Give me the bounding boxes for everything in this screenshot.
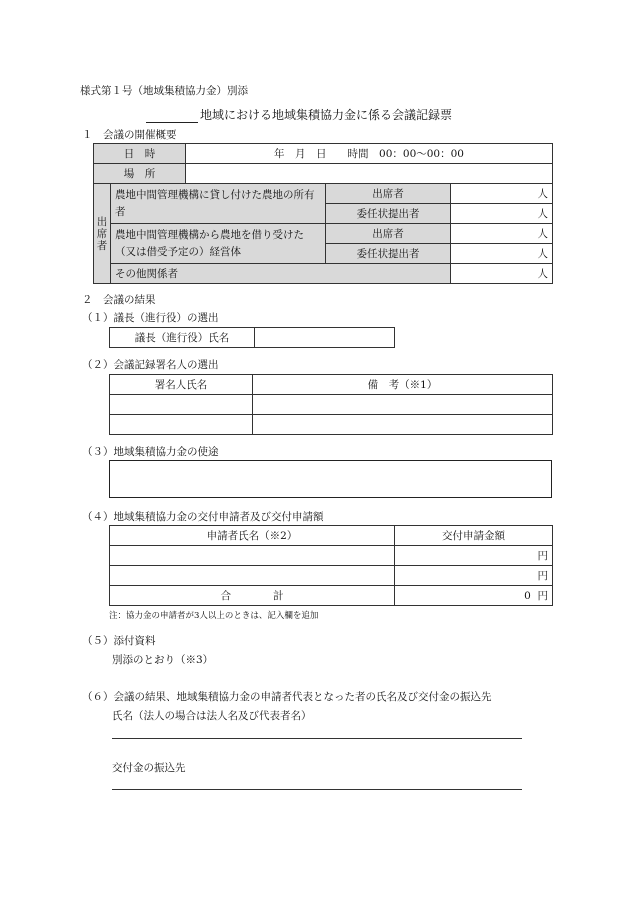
attachment-text: 別添のとおり（※3） <box>112 654 214 666</box>
rep-name-label: 氏名（法人の場合は法人名及び代表者名） <box>112 710 312 722</box>
total-yen: 円 <box>537 590 548 602</box>
lender-label: 農地中間管理機構に貸し付けた農地の所有者 <box>111 184 326 224</box>
other-label: その他関係者 <box>111 264 451 284</box>
chair-heading: （１）議長（進行役）の選出 <box>82 312 219 324</box>
signer-name-1[interactable] <box>110 395 253 415</box>
date-value[interactable]: 年 月 日 時間 00：00～00：00 <box>186 144 553 164</box>
usage-field[interactable] <box>109 460 552 498</box>
borrower-attend-label: 出席者 <box>326 224 451 244</box>
section1-heading: １ 会議の開催概要 <box>82 129 177 141</box>
region-name-blank[interactable] <box>146 110 198 123</box>
lender-attend-label: 出席者 <box>326 184 451 204</box>
place-label: 場 所 <box>94 164 186 184</box>
applicant-note: 注：協力金の申請者が3人以上のときは、記入欄を追加 <box>109 611 319 621</box>
amount-1[interactable]: 円 <box>395 546 553 566</box>
signer-note-2[interactable] <box>253 415 553 435</box>
section2-heading: ２ 会議の結果 <box>82 294 156 306</box>
applicant-table <box>109 525 553 606</box>
amount-2[interactable]: 円 <box>395 566 553 586</box>
meeting-overview-table <box>93 143 553 284</box>
signer-note-header: 備 考（※1） <box>253 375 553 395</box>
borrower-proxy-count[interactable]: 人 <box>451 244 553 264</box>
applicant-name-2[interactable] <box>110 566 395 586</box>
other-count[interactable]: 人 <box>451 264 553 284</box>
chair-label: 議長（進行役）氏名 <box>110 328 255 348</box>
signer-name-2[interactable] <box>110 415 253 435</box>
form-id: 様式第１号（地域集積協力金）別添 <box>80 85 248 97</box>
total-value: 0 <box>524 590 531 602</box>
signer-table <box>109 374 553 435</box>
applicant-name-header: 申請者氏名（※2） <box>110 526 395 546</box>
applicant-heading: （４）地域集積協力金の交付申請者及び交付申請額 <box>82 511 324 523</box>
bank-line[interactable] <box>112 789 522 790</box>
representative-heading: （６）会議の結果、地域集積協力金の申請者代表となった者の氏名及び交付金の振込先 <box>82 691 492 703</box>
attendee-label: 出席者 <box>94 184 111 284</box>
bank-label: 交付金の振込先 <box>112 762 186 774</box>
date-label: 日 時 <box>94 144 186 164</box>
usage-heading: （３）地域集積協力金の使途 <box>82 446 219 458</box>
borrower-proxy-label: 委任状提出者 <box>326 244 451 264</box>
total-label: 合 計 <box>110 586 395 606</box>
applicant-name-1[interactable] <box>110 546 395 566</box>
signer-heading: （２）会議記録署名人の選出 <box>82 359 219 371</box>
attachment-heading: （５）添付資料 <box>82 635 156 647</box>
rep-name-line[interactable] <box>112 738 522 739</box>
signer-note-1[interactable] <box>253 395 553 415</box>
lender-attend-count[interactable]: 人 <box>451 184 553 204</box>
borrower-label: 農地中間管理機構から農地を借り受けた（又は借受予定の）経営体 <box>111 224 326 264</box>
place-value[interactable] <box>186 164 553 184</box>
lender-proxy-label: 委任状提出者 <box>326 204 451 224</box>
chair-table <box>109 327 395 348</box>
borrower-attend-count[interactable]: 人 <box>451 224 553 244</box>
form-title: 地域における地域集積協力金に係る会議記録票 <box>146 106 452 123</box>
chair-name-field[interactable] <box>255 328 395 348</box>
total-amount <box>395 586 553 606</box>
signer-name-header: 署名人氏名 <box>110 375 253 395</box>
amount-header: 交付申請金額 <box>395 526 553 546</box>
lender-proxy-count[interactable]: 人 <box>451 204 553 224</box>
